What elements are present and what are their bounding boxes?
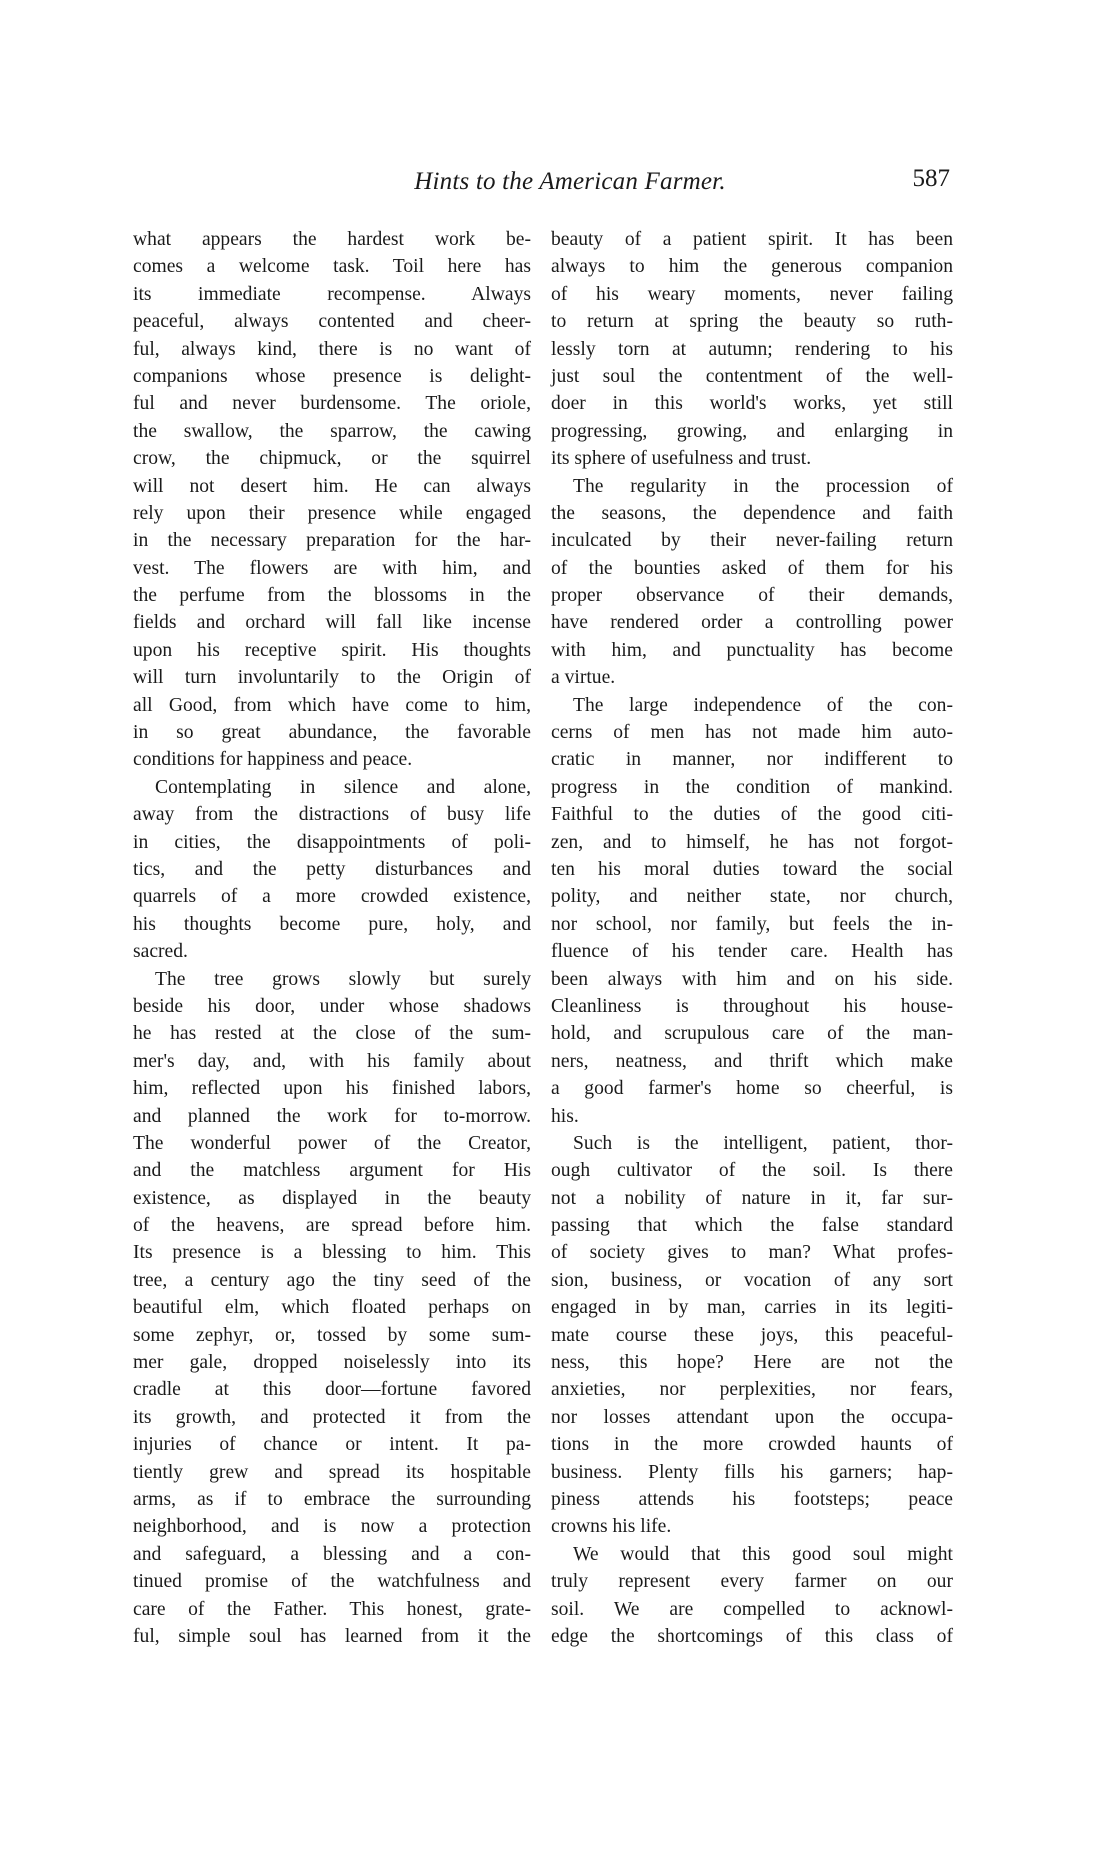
text-line: Contemplating in silence and alone,	[155, 776, 531, 798]
text-line: inculcated by their never-failing return	[551, 530, 953, 552]
text-line: tree, a century ago the tiny seed of the	[133, 1269, 531, 1291]
text-line: of the bounties asked of them for his	[551, 557, 953, 579]
text-line: tiently grew and spread its hospitable	[133, 1461, 531, 1483]
text-line: lessly torn at autumn; rendering to his	[551, 338, 953, 360]
text-line: and planned the work for to-morrow.	[133, 1105, 531, 1127]
text-line: business. Plenty fills his garners; hap-	[551, 1461, 953, 1483]
text-line: fluence of his tender care. Health has	[551, 941, 953, 963]
text-line: nor losses attendant upon the occupa-	[551, 1406, 953, 1428]
text-line: The regularity in the procession of	[573, 475, 953, 497]
text-line: soil. We are compelled to acknowl-	[551, 1598, 953, 1620]
text-line: engaged in by man, carries in its legiti-	[551, 1297, 953, 1319]
paragraph	[133, 774, 531, 966]
text-line: companions whose presence is delight-	[133, 365, 531, 387]
text-line: in the necessary preparation for the har-	[133, 530, 531, 552]
text-line: ful, simple soul has learned from it the	[133, 1625, 531, 1647]
page-number: 587	[912, 165, 950, 192]
text-line: fields and orchard will fall like incense	[133, 612, 531, 634]
text-line: zen, and to himself, he has not forgot-	[551, 831, 953, 853]
text-line: quarrels of a more crowded existence,	[133, 886, 531, 908]
text-line: always to him the generous companion	[551, 256, 953, 278]
text-line: mate course these joys, this peaceful-	[551, 1324, 953, 1346]
text-line: ners, neatness, and thrift which make	[551, 1050, 953, 1072]
text-line: its immediate recompense. Always	[133, 283, 531, 305]
text-line: away from the distractions of busy life	[133, 804, 531, 826]
text-line: will not desert him. He can always	[133, 475, 531, 497]
text-line: ness, this hope? Here are not the	[551, 1352, 953, 1374]
text-line: truly represent every farmer on our	[551, 1571, 953, 1593]
text-line: mer gale, dropped noiselessly into its	[133, 1352, 531, 1374]
text-line: beauty of a patient spirit. It has been	[551, 229, 953, 250]
text-line: injuries of chance or intent. It pa-	[133, 1434, 531, 1456]
paragraph	[551, 1541, 953, 1651]
text-line: will turn involuntarily to the Origin of	[133, 667, 531, 689]
text-line: Faithful to the duties of the good citi-	[551, 804, 953, 826]
text-line: Cleanliness is throughout his house-	[551, 995, 953, 1017]
text-line: hold, and scrupulous care of the man-	[551, 1023, 953, 1045]
text-line: edge the shortcomings of this class of	[551, 1625, 953, 1647]
text-line: some zephyr, or, tossed by some sum-	[133, 1324, 531, 1346]
text-line: rely upon their presence while engaged	[133, 502, 531, 524]
text-line: nor school, nor family, but feels the in-	[551, 913, 953, 935]
text-line: the perfume from the blossoms in the	[133, 585, 531, 607]
text-line: all Good, from which have come to him,	[133, 694, 531, 716]
text-line: of society gives to man? What profes-	[551, 1242, 953, 1264]
text-line: of his weary moments, never failing	[551, 283, 953, 305]
paragraph	[551, 1130, 953, 1541]
text-line: in cities, the disappointments of poli-	[133, 831, 531, 853]
text-line: the swallow, the sparrow, the cawing	[133, 420, 531, 442]
text-line: have rendered order a controlling power	[551, 612, 953, 634]
text-line: doer in this world's works, yet still	[551, 393, 953, 415]
text-line: him, reflected upon his finished labors,	[133, 1078, 531, 1100]
text-line: its growth, and protected it from the	[133, 1406, 531, 1428]
right-column	[551, 226, 953, 1650]
text-line: cradle at this door—fortune favored	[133, 1379, 531, 1401]
text-line: mer's day, and, with his family about	[133, 1050, 531, 1072]
paragraph	[133, 966, 531, 1651]
text-line: just soul the contentment of the well-	[551, 365, 953, 387]
text-line: crowns his life.	[551, 1516, 672, 1538]
text-line: piness attends his footsteps; peace	[551, 1488, 953, 1510]
text-line: Such is the intelligent, patient, thor-	[573, 1132, 953, 1154]
text-line: he has rested at the close of the sum-	[133, 1023, 531, 1045]
text-line: progressing, growing, and enlarging in	[551, 420, 953, 442]
text-line: crow, the chipmuck, or the squirrel	[133, 448, 531, 470]
text-line: his thoughts become pure, holy, and	[133, 913, 531, 935]
paragraph	[133, 226, 531, 774]
text-line: ful, always kind, there is no want of	[133, 338, 531, 360]
text-line: passing that which the false standard	[551, 1215, 953, 1237]
running-title: Hints to the American Farmer.	[414, 168, 726, 195]
text-line: and the matchless argument for His	[133, 1160, 531, 1182]
text-line: beautiful elm, which floated perhaps on	[133, 1297, 531, 1319]
text-line: vest. The flowers are with him, and	[133, 557, 531, 579]
paragraph	[551, 473, 953, 692]
text-line: the seasons, the dependence and faith	[551, 502, 953, 524]
text-line: sion, business, or vocation of any sort	[551, 1269, 953, 1291]
text-line: in so great abundance, the favorable	[133, 722, 531, 744]
text-line: what appears the hardest work be-	[133, 229, 531, 250]
text-line: tics, and the petty disturbances and	[133, 858, 531, 880]
text-line: proper observance of their demands,	[551, 585, 953, 607]
text-line: neighborhood, and is now a protection	[133, 1516, 531, 1538]
text-line: ough cultivator of the soil. Is there	[551, 1160, 953, 1182]
text-line: ten his moral duties toward the social	[551, 858, 953, 880]
text-line: his.	[551, 1105, 579, 1127]
text-line: care of the Father. This honest, grate-	[133, 1598, 531, 1620]
text-line: beside his door, under whose shadows	[133, 995, 531, 1017]
text-line: with him, and punctuality has become	[551, 639, 953, 661]
text-line: cerns of men has not made him auto-	[551, 722, 953, 744]
text-line: progress in the condition of mankind.	[551, 776, 953, 798]
text-line: been always with him and on his side.	[551, 968, 953, 990]
text-line: of the heavens, are spread before him.	[133, 1215, 531, 1237]
text-line: tinued promise of the watchfulness and	[133, 1571, 531, 1593]
text-line: its sphere of usefulness and trust.	[551, 448, 812, 470]
text-line: sacred.	[133, 941, 188, 963]
text-line: polity, and neither state, nor church,	[551, 886, 953, 908]
text-line: anxieties, nor perplexities, nor fears,	[551, 1379, 953, 1401]
text-line: peaceful, always contented and cheer-	[133, 311, 531, 333]
text-line: a good farmer's home so cheerful, is	[551, 1078, 953, 1100]
left-column	[133, 226, 531, 1650]
text-line: to return at spring the beauty so ruth-	[551, 311, 953, 333]
text-line: ful and never burdensome. The oriole,	[133, 393, 531, 415]
text-line: existence, as displayed in the beauty	[133, 1187, 531, 1209]
text-line: The tree grows slowly but surely	[155, 968, 531, 990]
text-line: We would that this good soul might	[573, 1543, 953, 1565]
text-line: a virtue.	[551, 667, 616, 689]
text-line: The large independence of the con-	[573, 694, 953, 716]
text-line: Its presence is a blessing to him. This	[133, 1242, 531, 1264]
text-line: not a nobility of nature in it, far sur-	[551, 1187, 953, 1209]
paragraph	[551, 226, 953, 473]
text-line: cratic in manner, nor indifferent to	[551, 749, 953, 771]
text-line: The wonderful power of the Creator,	[133, 1132, 531, 1154]
text-line: comes a welcome task. Toil here has	[133, 256, 531, 278]
paragraph	[551, 692, 953, 1130]
text-line: arms, as if to embrace the surrounding	[133, 1488, 531, 1510]
text-line: and safeguard, a blessing and a con-	[133, 1543, 531, 1565]
text-line: tions in the more crowded haunts of	[551, 1434, 953, 1456]
text-line: conditions for happiness and peace.	[133, 749, 413, 771]
text-line: upon his receptive spirit. His thoughts	[133, 639, 531, 661]
